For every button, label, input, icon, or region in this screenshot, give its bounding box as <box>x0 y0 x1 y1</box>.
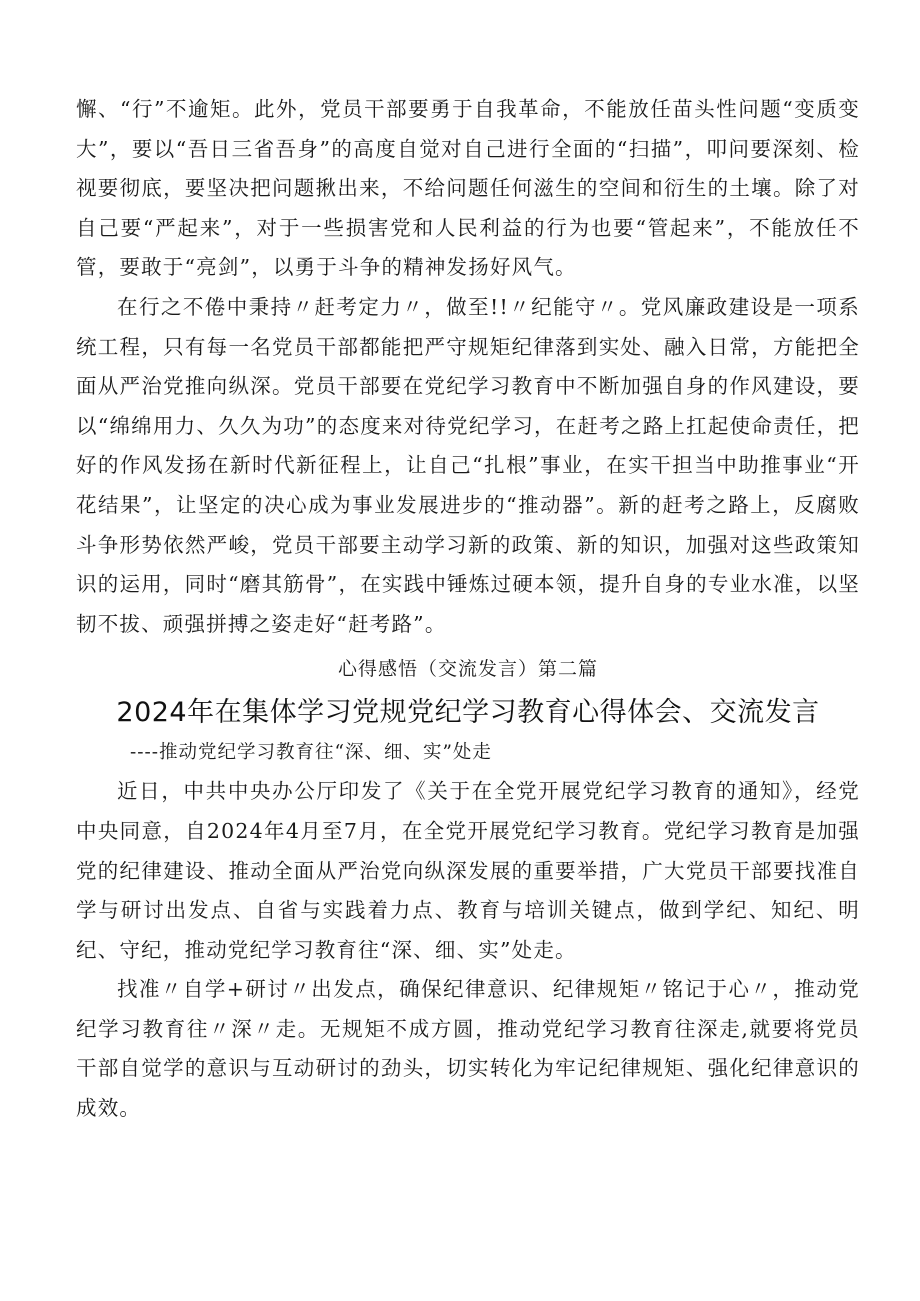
paragraph-continued: 懈、“行”不逾矩。此外，党员干部要勇于自我革命，不能放任苗头性问题“变质变大”，要以“吾日三省吾身”的高度自觉对自己进行全面的“扫描”，叩问要深刻、检视要彻底，要坚决把问题揪出来，不给问题任何滋生的空间和衍生的土壤。除了对自己要“严起来”，对于一些损害党和人民利益的行为也要“管起来”，不能放任不管，要敢于“亮剑”，以勇于斗争的精神发扬好风气。 <box>76 97 860 280</box>
subtitle: ----推动党纪学习教育往“深、细、实”处走 <box>130 742 492 764</box>
main-title: 2024年在集体学习党规党纪学习教育心得体会、交流发言 <box>116 697 820 729</box>
section-label: 心得感悟（交流发言）第二篇 <box>337 658 598 681</box>
paragraph-exam-resolve: 在行之不倦中秉持〃赶考定力〃，做至!!〃纪能守〃。党风廉政建设是一项系统工程，只有每一名党员干部都能把严守规矩纪律落到实处、融入日常，方能把全面从严治党推向纵深。党员干部要在党纪学习教育中不断加强自身的作风建设，要以“绵绵用力、久久为功”的态度来对待党纪学习，在赶考之路上扛起使命责任，把好的作风发扬在新时代新征程上，让自己“扎根”事业，在实干担当中助推事业“开花结果”，让坚定的决心成为事业发展进步的“推动器”。新的赶考之路上，反腐败斗争形势依然严峻，党员干部要主动学习新的政策、新的知识，加强对这些政策知识的运用，同时“磨其筋骨”，在实践中锤炼过硬本领，提升自身的专业水准，以坚韧不拔、顽强拼搏之姿走好“赶考路”。 <box>76 294 860 636</box>
paragraph-self-study: 找准〃自学+研讨〃出发点，确保纪律意识、纪律规矩〃铭记于心〃，推动党纪学习教育往〃深〃走。无规矩不成方圆，推动党纪学习教育往深走,就要将党员干部自觉学的意识与互动研讨的劲头，切实转化为牢记纪律规矩、强化纪律意识的成效。 <box>76 977 860 1121</box>
paragraph-intro: 近日，中共中央办公厅印发了《关于在全党开展党纪学习教育的通知》，经党中央同意，自2024年4月至7月，在全党开展党纪学习教育。党纪学习教育是加强党的纪律建设、推动全面从严治党向纵深发展的重要举措，广大党员干部要找准自学与研讨出发点、自省与实践着力点、教育与培训关键点，做到学纪、知纪、明纪、守纪，推动党纪学习教育往“深、细、实”处走。 <box>76 779 860 962</box>
